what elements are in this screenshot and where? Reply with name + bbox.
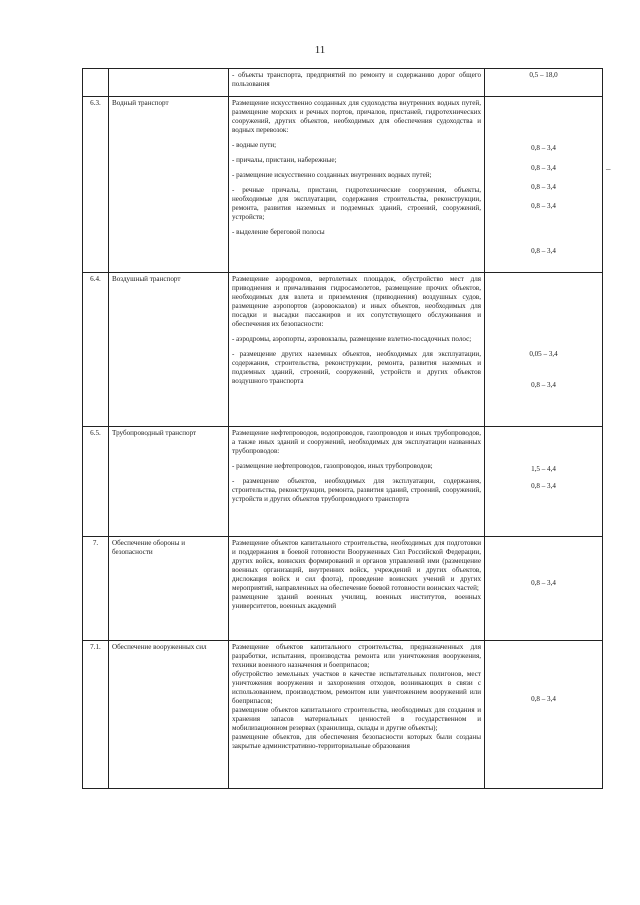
description-paragraph: - водные пути;	[232, 141, 277, 149]
row-name: Воздушный транспорт	[109, 273, 229, 427]
row-name: Водный транспорт	[109, 97, 229, 273]
table-row	[83, 97, 603, 273]
row-values	[485, 97, 603, 273]
row-number: 7.	[83, 537, 109, 641]
row-values	[485, 427, 603, 537]
value-cell: 0,05 – 3,4	[529, 350, 558, 358]
table-row	[83, 641, 603, 789]
description-paragraph: Размещение нефтепроводов, водопроводов, газопроводов и иных трубопроводов, а также иных зданий и сооружений, необходимых для эксплуатации названных трубопроводов:	[232, 429, 481, 455]
table-row	[83, 273, 603, 427]
description-paragraph: - выделение береговой полосы	[232, 228, 325, 236]
description-paragraph: - размещение других наземных объектов, необходимых для эксплуатации, содержания, строительства, реконструкции, ремонта, развития наземных и подземных зданий, строений, сооружений, устройств и других объектов воздушного транспорта	[232, 350, 481, 385]
description-paragraph: - причалы, пристани, набережные;	[232, 156, 337, 164]
row-name: Обеспечение обороны и безопасности	[109, 537, 229, 641]
value-cell: 0,8 – 3,4	[531, 247, 556, 255]
value-cell: 0,8 – 3,4	[531, 482, 556, 490]
description-paragraph: - объекты транспорта, предприятий по ремонту и содержанию дорог общего пользования	[232, 71, 481, 88]
row-values	[485, 273, 603, 427]
value-cell: 0,8 – 3,4	[531, 144, 556, 152]
row-values	[485, 537, 603, 641]
row-number: 6.4.	[83, 273, 109, 427]
table-row	[83, 537, 603, 641]
row-description	[229, 69, 485, 97]
row-number: 6.3.	[83, 97, 109, 273]
page-number: 11	[314, 44, 326, 56]
row-values	[485, 69, 603, 97]
value-cell: 0,8 – 3,4	[531, 579, 556, 587]
row-name: Трубопроводный транспорт	[109, 427, 229, 537]
description-paragraph: - речные причалы, пристани, гидротехнические сооружения, объекты, необходимые для эксплуатации, содержания строительства, реконструкции, ремонта, развития наземных и подземных зданий, строений, сооружений, устройств;	[232, 186, 481, 221]
row-number: 6.5.	[83, 427, 109, 537]
value-cell: 0,8 – 3,4	[531, 164, 556, 172]
description-paragraph: Размещение объектов капитального строительства, предназначенных для разработки, испытания, производства ремонта или уничтожения вооружения, техники военного назначения и боеприпасов;	[232, 643, 481, 669]
description-paragraph: - размещение искусственно созданных внутренних водных путей;	[232, 171, 432, 179]
land-use-table	[82, 68, 603, 789]
description-paragraph: Размещение объектов капитального строительства, необходимых для подготовки и поддержания в боевой готовности Вооруженных Сил Российской Федерации, других войск, воинских формирований и органов управлений ими (размещение военных организаций, внутренних войск, учреждений и других объектов, дислокация войск и сил флота), проведение воинских учений и других мероприятий, направленных на обеспечение боевой готовности воинских частей;	[232, 539, 481, 592]
description-paragraph: размещение зданий военных училищ, военных институтов, военных университетов, военных академий	[232, 593, 481, 610]
row-number: 7.1.	[83, 641, 109, 789]
description-paragraph: Размещение искусственно созданных для судоходства внутренних водных путей, размещение морских и речных портов, причалов, пристаней, гидротехнических сооружений, других объектов, необходимых для обеспечения судоходства и водных перевозок:	[232, 99, 481, 134]
description-paragraph: Размещение аэродромов, вертолетных площадок, обустройство мест для приводнения и причаливания гидросамолетов, размещение прочих объектов, необходимых для взлета и приземления (приводнения) воздушных судов, размещение аэропортов (аэровокзалов) и иных объектов, необходимых для посадки и высадки пассажиров и их сопутствующего обслуживания и обеспечения их безопасности:	[232, 275, 481, 328]
row-name: Обеспечение вооруженных сил	[109, 641, 229, 789]
scan-mark: –	[606, 164, 611, 174]
row-name	[109, 69, 229, 97]
value-cell: 1,5 – 4,4	[531, 465, 556, 473]
row-values	[485, 641, 603, 789]
table-row	[83, 427, 603, 537]
row-description	[229, 273, 485, 427]
description-paragraph: размещение объектов, для обеспечения безопасности которых были созданы закрытые административно-территориальные образования	[232, 733, 481, 750]
row-number	[83, 69, 109, 97]
description-paragraph: обустройство земельных участков в качестве испытательных полигонов, мест уничтожения вооружения и захоронения отходов, возникающих в связи с использованием, производством, ремонтом или уничтожением вооружений или боеприпасов;	[232, 670, 481, 705]
value-cell: 0,8 – 3,4	[531, 202, 556, 210]
row-description	[229, 537, 485, 641]
value-cell: 0,8 – 3,4	[531, 695, 556, 703]
value-cell: 0,8 – 3,4	[531, 183, 556, 191]
value-cell: 0,8 – 3,4	[531, 381, 556, 389]
value-cell: 0,5 – 18,0	[529, 71, 558, 79]
description-paragraph: размещение объектов капитального строительства, необходимых для создания и хранения запасов материальных ценностей в государственном и мобилизационном резервах (хранилища, склады и другие объекты);	[232, 706, 481, 732]
row-description	[229, 97, 485, 273]
row-description	[229, 427, 485, 537]
description-paragraph: - размещение нефтепроводов, газопроводов, иных трубопроводов;	[232, 462, 433, 470]
row-description	[229, 641, 485, 789]
description-paragraph: - аэродромы, аэропорты, аэровокзалы, размещение взлетно-посадочных полос;	[232, 335, 472, 343]
description-paragraph: - размещение объектов, необходимых для эксплуатации, содержания, строительства, реконструкции, ремонта, развития зданий, строений, сооружений, устройств и других объектов трубопроводного транспорта	[232, 477, 481, 503]
table-row	[83, 69, 603, 97]
